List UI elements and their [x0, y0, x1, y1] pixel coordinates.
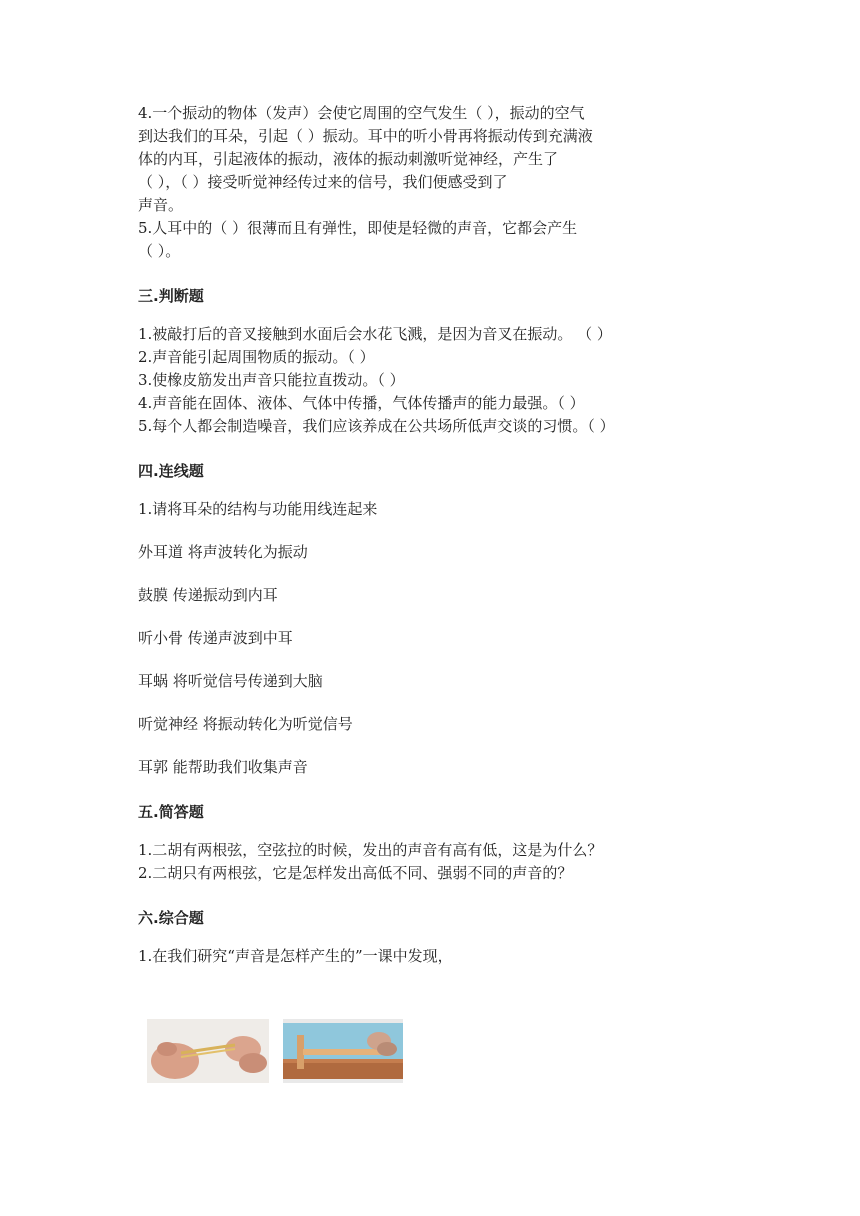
rubber-band-photo [147, 1019, 269, 1083]
text-line: 到达我们的耳朵，引起（ ）振动。耳中的听小骨再将振动传到充满液 [138, 127, 593, 145]
text-line: （ ）。 [138, 242, 181, 260]
short-answer-list [138, 839, 728, 885]
matching-row: 听小骨 传递声波到中耳 [138, 629, 293, 647]
section-title-comprehensive: 六.综合题 [138, 909, 204, 927]
judge-list [138, 323, 728, 438]
judge-item: 2.声音能引起周围物质的振动。（ ） [138, 348, 375, 366]
ruler-on-table-photo [283, 1019, 403, 1083]
matching-row: 听觉神经 将振动转化为听觉信号 [138, 715, 353, 733]
short-answer-item: 2.二胡只有两根弦，它是怎样发出高低不同、强弱不同的声音的？ [138, 864, 573, 882]
text-line: 体的内耳，引起液体的振动，液体的振动刺激听觉神经，产生了 [138, 150, 559, 168]
judge-item: 4.声音能在固体、液体、气体中传播，气体传播声的能力最强。（ ） [138, 394, 585, 412]
text-line: 4.一个振动的物体（发声）会使它周围的空气发生（ ），振动的空气 [138, 104, 585, 122]
matching-list [138, 541, 728, 779]
text-line: 5.人耳中的（ ）很薄而且有弹性，即使是轻微的声音，它都会产生 [138, 219, 578, 237]
matching-intro: 1.请将耳朵的结构与功能用线连起来 [138, 500, 378, 518]
judge-item: 3.使橡皮筋发出声音只能拉直拨动。（ ） [138, 371, 405, 389]
fill-in-question-4 [138, 102, 728, 217]
matching-row: 耳郭 能帮助我们收集声音 [138, 758, 308, 776]
short-answer-item: 1.二胡有两根弦，空弦拉的时候，发出的声音有高有低，这是为什么？ [138, 841, 603, 859]
fill-in-question-5 [138, 217, 728, 263]
section-title-short-answer: 五.简答题 [138, 803, 204, 821]
worksheet [138, 102, 728, 968]
matching-row: 外耳道 将声波转化为振动 [138, 543, 308, 561]
judge-item: 1.被敲打后的音叉接触到水面后会水花飞溅，是因为音叉在振动。 （ ） [138, 325, 612, 343]
matching-row: 鼓膜 传递振动到内耳 [138, 586, 278, 604]
section-title-matching: 四.连线题 [138, 462, 204, 480]
text-line: （ ），（ ）接受听觉神经传过来的信号，我们便感受到了 [138, 173, 508, 191]
matching-row: 耳蜗 将听觉信号传递到大脑 [138, 672, 323, 690]
judge-item: 5.每个人都会制造噪音，我们应该养成在公共场所低声交谈的习惯。（ ） [138, 417, 615, 435]
text-line: 声音。 [138, 196, 184, 214]
comprehensive-question-1: 1.在我们研究“声音是怎样产生的”一课中发现， [138, 947, 453, 965]
section-title-judge: 三.判断题 [138, 287, 204, 305]
